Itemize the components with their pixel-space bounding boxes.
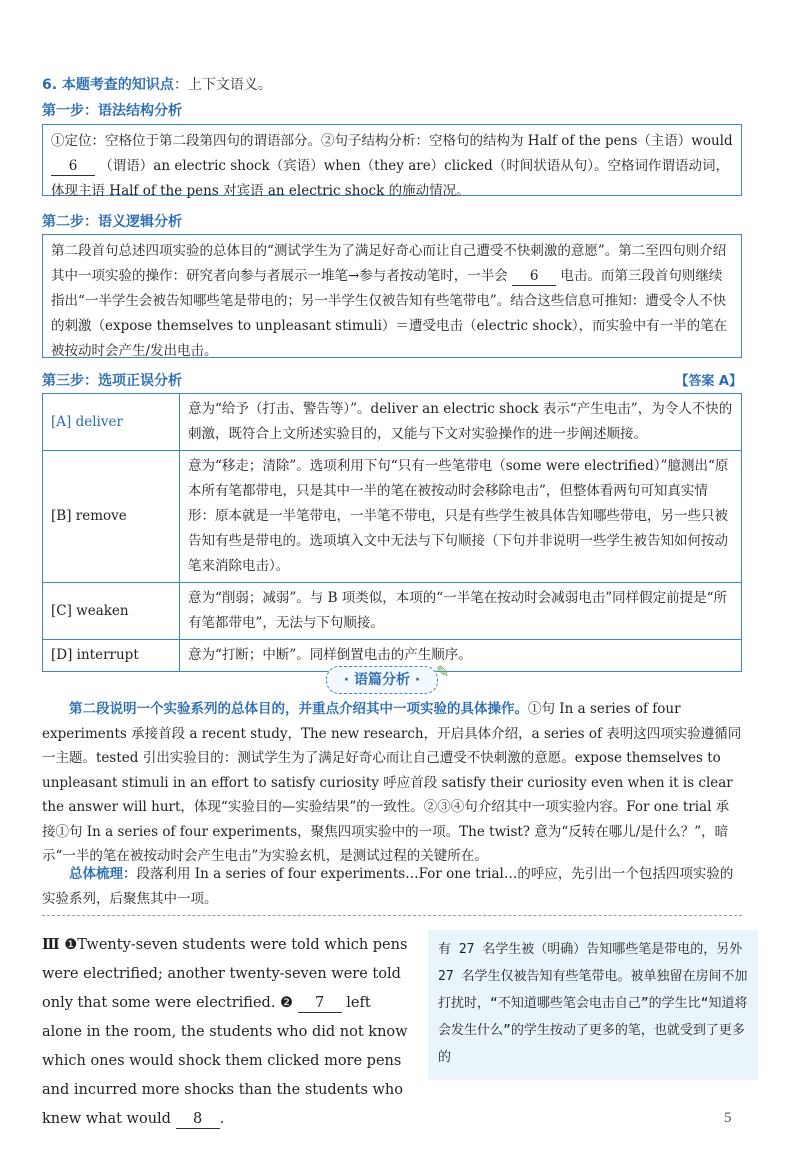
section-number: Ⅲ	[42, 936, 60, 953]
passage-text	[42, 930, 414, 1134]
question-heading	[42, 74, 742, 94]
analysis-lead: 第二段说明一个实验系列的总体目的，并重点介绍其中一项实验的具体操作。	[69, 701, 528, 717]
step2-text-a: 第二段首句总述四项实验的总体目的“测试学生为了满足好奇心而让自己遭受不快刺激的意愿”。第二至四句则介绍其中一项实验的操作：研究者向参与者展示一堆笔→参与者按动笔时，一半会	[51, 243, 727, 284]
step2-title: 第二步：语义逻辑分析	[42, 214, 182, 230]
summary-lead: 总体梳理：	[69, 866, 137, 882]
question-label: 6. 本题考查的知识点	[42, 77, 174, 93]
question-topic: ：上下文语义。	[173, 77, 272, 93]
sentence-marker-2: ❷	[280, 995, 294, 1011]
option-text: 意为“打断；中断”。同样倒置电击的产生顺序。	[180, 640, 742, 672]
step3-header	[42, 370, 742, 392]
option-key: [A] deliver	[43, 394, 180, 451]
option-text: 意为“移走；清除”。选项利用下句“只有一些笔带电（some were electrified）”臆测出“原本所有笔都带电，只是其中一半的笔在被按动时会移除电击”，但整体看两句可知真实情形：原本就是一半笔带电，一半笔不带电，只是有些学生被具体告知哪些带电，另一些只被告知有些是带电的。选项填入文中无法与下句顺接（下句并非说明一些学生被告知如何按动笔来消除电击）。	[180, 451, 742, 583]
options-table	[42, 393, 742, 672]
divider	[42, 915, 742, 916]
blank-6: 6	[51, 157, 95, 176]
analysis-paragraph-2	[42, 862, 742, 911]
analysis-paragraph-1	[42, 697, 742, 869]
step1-box	[42, 124, 742, 199]
sentence-marker-1: ❶	[64, 937, 78, 953]
passage-sentence-2: left alone in the room, the students who did not know which ones would shock them clicked more pens and incurred more shocks than the students who knew what would	[42, 995, 408, 1127]
step1-title: 第一步：语法结构分析	[42, 103, 182, 119]
step1-text-b: （谓语）an electric shock（宾语）when（they are）clicked（时间状语从句）。空格词作谓语动词，体现主语 Half of the pens 对宾语 an electric shock 的施动情况。	[51, 158, 729, 199]
translation-box: 有 27 名学生被（明确）告知哪些笔是带电的，另外 27 名学生仅被告知有些笔带电。被单独留在房间不加打扰时，“不知道哪些笔会电击自己”的学生比“知道将会发生什么”的学生按动了更多的笔，也就受到了更多的	[428, 930, 758, 1080]
passage-sentence-1: Twenty-seven students were told which pens were electrified; another twenty-seven were told only that some were electrified.	[42, 937, 408, 1011]
quill-icon: ✎	[436, 662, 450, 681]
option-row	[43, 394, 742, 451]
step1-text-a: ①定位：空格位于第二段第四句的谓语部分。②句子结构分析：空格句的结构为 Half of the pens（主语）would	[51, 133, 733, 149]
blank-7: 7	[298, 994, 342, 1013]
answer-badge: 【答案 A】	[675, 374, 742, 389]
option-key: [D] interrupt	[43, 640, 180, 672]
option-key: [C] weaken	[43, 583, 180, 640]
option-row	[43, 583, 742, 640]
option-text: 意为“削弱；减弱”。与 B 项类似，本项的“一半笔在按动时会减弱电击”同样假定前提是“所有笔都带电”，无法与下句顺接。	[180, 583, 742, 640]
blank-6b: 6	[512, 267, 556, 286]
analysis-body: ①句 In a series of four experiments 承接首段 a recent study，The new research，开启具体介绍，a series of 表明这四项实验遵循同一主题。tested 引出实验目的：测试学生为了满足好奇心而让自己遭受不快刺激的意愿。expose themselves to unpleasant stimuli in an effort to satisfy curiosity 呼应首段 satisfy their curiosity even when it is clear the answer will hurt，体现“实验目的—实验结果”的一致性。②③④句介绍其中一项实验内容。For one trial 承接①句 In a series of four experiments，聚焦四项实验中的一项。The twist? 意为“反转在哪儿/是什么？”，暗示“一半的笔在被按动时会产生电击”为实验玄机，是测试过程的关键所在。	[42, 701, 742, 864]
option-row	[43, 451, 742, 583]
option-text: 意为“给予（打击、警告等）”。deliver an electric shock 表示“产生电击”，为令人不快的刺激，既符合上文所述实验目的，又能与下文对实验操作的进一步阐述顺接。	[180, 394, 742, 451]
step2-box	[42, 234, 742, 358]
step2-text-b: 电击。而第三段首句则继续指出“一半学生会被告知哪些笔是带电的；另一半学生仅被告知有些笔带电”。结合这些信息可推知：遭受令人不快的刺激（expose themselves to unpleasant stimuli）＝遭受电击（electric shock），而实验中有一半的笔在被按动时会产生/发出电击。	[51, 268, 728, 359]
options-table-wrap	[42, 393, 742, 672]
analysis-title: · 语篇分析 ·	[326, 666, 438, 694]
step3-title: 第三步：选项正误分析	[42, 373, 182, 389]
page-number: 5	[724, 1110, 732, 1126]
option-key: [B] remove	[43, 451, 180, 583]
summary-body: 段落利用 In a series of four experiments…For one trial…的呼应，先引出一个包括四项实验的实验系列，后聚焦其中一项。	[42, 866, 734, 907]
blank-8: 8	[176, 1110, 220, 1129]
passage-end: .	[219, 1111, 225, 1127]
